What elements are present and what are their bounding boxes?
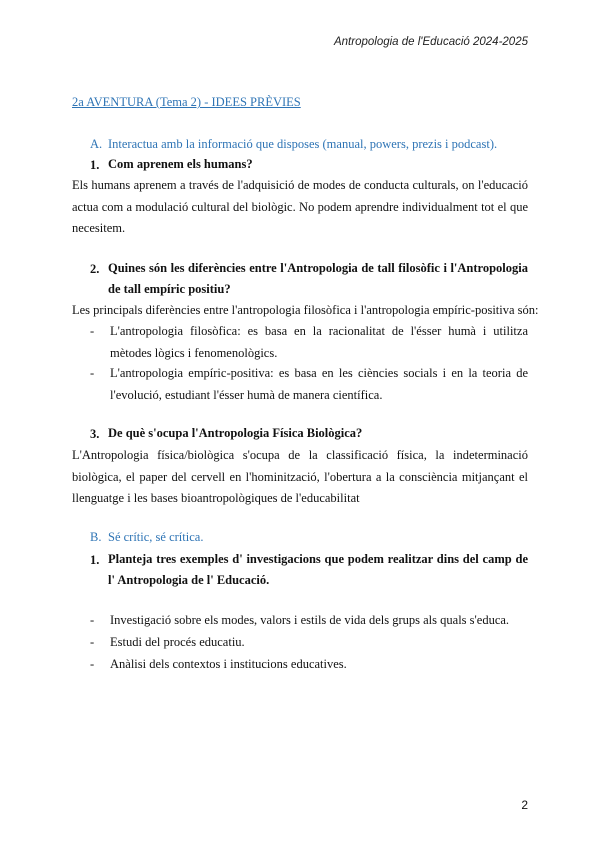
q2-bullet-text: L'antropologia empíric-positiva: es basa en les ciències socials i en la teoria de l'evolució, estudiant l'ésser humà de manera científica. — [110, 366, 528, 402]
q2-number: 2. — [90, 262, 100, 276]
qb1-question: Planteja tres exemples d' investigacions que podem realitzar dins del camp de l' Antropologia de l' Educació. — [108, 552, 528, 587]
q2-intro: Les principals diferències entre l'antropologia filosòfica i l'antropologia empíric-positiva són: — [72, 303, 539, 317]
q1-number: 1. — [90, 158, 100, 172]
bullet-dash: - — [90, 324, 95, 338]
q3-answer: L'Antropologia física/biològica s'ocupa de la classificació física, la indeterminació biològica, el paper del cervell en l'hominització, l'obertura a la consciència mitjançant el llenguatge i les bases bioantropològiques de l'educabilitat — [72, 448, 528, 505]
qb1-number: 1. — [90, 553, 100, 567]
q2-question: Quines són les diferències entre l'Antropologia de tall filosòfic i l'Antropologia de tall empíric positiu? — [108, 261, 528, 296]
q3-number: 3. — [90, 427, 100, 441]
section-b-letter: B. — [90, 530, 102, 544]
q1-question: Com aprenem els humans? — [108, 157, 253, 171]
q2-bullet-item — [90, 363, 528, 406]
section-b-text: Sé crític, sé crítica. — [108, 530, 204, 544]
section-a-letter: A. — [90, 137, 103, 151]
bullet-dash: - — [90, 635, 95, 649]
qb1-bullet-item — [90, 654, 528, 676]
q2-bullet-text: L'antropologia filosòfica: es basa en la racionalitat de l'ésser humà i utilitza mètodes lògics i fenomenològics. — [110, 324, 528, 360]
qb1-bullet-text: Estudi del procés educatiu. — [110, 635, 245, 649]
page-number: 2 — [521, 798, 528, 812]
running-header: Antropologia de l'Educació 2024-2025 — [333, 36, 528, 48]
page-title: 2a AVENTURA (Tema 2) - IDEES PRÈVIES — [72, 95, 301, 109]
q2-bullet-item — [90, 321, 528, 364]
qb1-bullet-item — [90, 632, 528, 654]
qb1-bullet-item — [90, 610, 528, 632]
bullet-dash: - — [90, 366, 95, 380]
bullet-dash: - — [90, 657, 95, 671]
q3-question: De què s'ocupa l'Antropologia Física Biològica? — [108, 426, 363, 440]
q1-answer: Els humans aprenem a través de l'adquisició de modes de conducta culturals, on l'educació actua com a modulació cultural del biològic. No podem aprendre individualment tot el que necesitem. — [72, 178, 528, 235]
section-a-text: Interactua amb la informació que disposes (manual, powers, prezis i podcast). — [108, 137, 498, 151]
qb1-bullet-text: Investigació sobre els modes, valors i estils de vida dels grups als quals s'educa. — [110, 613, 510, 627]
bullet-dash: - — [90, 613, 95, 627]
qb1-bullet-text: Anàlisi dels contextos i institucions educatives. — [110, 657, 347, 671]
